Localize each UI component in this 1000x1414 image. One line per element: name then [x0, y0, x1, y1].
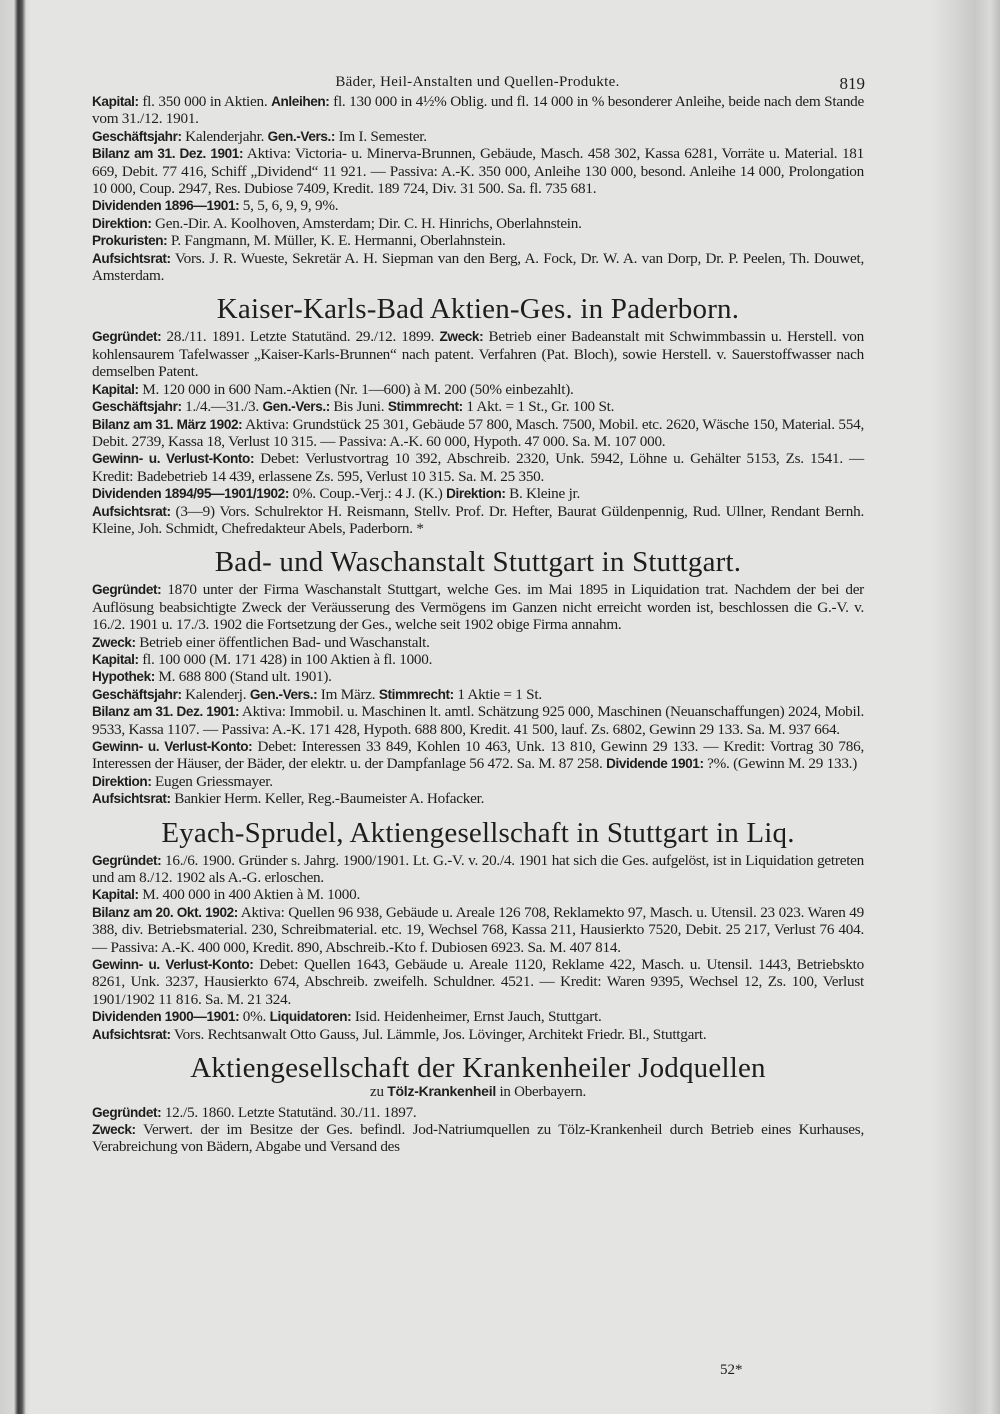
- field-label: Gewinn- u. Verlust-Konto:: [92, 957, 254, 973]
- entry-heading: Bad- und Waschanstalt Stuttgart in Stuttgart.: [214, 546, 742, 579]
- field-label: Dividenden 1894/95—1901/1902:: [92, 486, 289, 502]
- entry-paragraph: [92, 790, 864, 807]
- entry-paragraph: [92, 738, 864, 773]
- subheading-place: Tölz-Krankenheil: [387, 1083, 496, 1100]
- subheading-suffix: in Oberbayern.: [496, 1084, 586, 1101]
- field-label: Kapital:: [92, 94, 139, 109]
- field-label: Hypothek:: [92, 669, 155, 685]
- field-text: 1 Akt. = 1 St., Gr. 100 St.: [462, 398, 615, 416]
- page-body: [92, 93, 864, 1156]
- field-text: Im I. Semester.: [335, 127, 427, 145]
- entry-paragraph: [92, 145, 864, 197]
- field-label: Prokuristen:: [92, 233, 168, 249]
- field-text: Kalenderj.: [181, 685, 250, 703]
- field-text: P. Fangmann, M. Müller, K. E. Hermanni, Oberlahnstein.: [167, 232, 506, 250]
- entry-paragraph: [92, 215, 864, 232]
- field-text: 12./5. 1860. Letzte Statutänd. 30./11. 1897.: [161, 1103, 417, 1121]
- field-text: Aktiva: Victoria- u. Minerva-Brunnen, Gebäude, Masch. 458 302, Kassa 6281, Vorräte u. Material. 181 669, Debit. 77 416, Schiff „Dividend“ 11 921. — Passiva: A.-K. 350 000, Anleihe 130 000, besond. Anleihe 14 000, Prolongation 10 000, Coup. 2947, Res. Dubiose 7409, Kredit. 189 724, Div. 31 500. Sa. fl. 735 681.: [92, 145, 864, 198]
- field-label: Bilanz am 31. März 1902:: [92, 416, 243, 432]
- field-label: Aufsichtsrat:: [92, 503, 171, 519]
- entry-paragraph: [92, 128, 864, 145]
- field-text: Aktiva: Grundstück 25 301, Gebäude 57 800, Masch. 7500, Mobil. etc. 2620, Wäsche 150, Material. 554, Debit. 2739, Kassa 18, Verlust 10 315. — Passiva: A.-K. 60 000, Hypoth. 47 000. Sa. M. 107 000.: [92, 415, 864, 450]
- field-label: Bilanz am 20. Okt. 1902:: [92, 904, 238, 920]
- field-label: Gegründet:: [92, 1104, 162, 1120]
- company-entry: [92, 1051, 864, 1156]
- field-label: Direktion:: [92, 773, 152, 789]
- field-label: Aufsichtsrat:: [92, 250, 171, 266]
- field-label: Gegründet:: [92, 582, 162, 598]
- entry-paragraph: [92, 232, 864, 249]
- field-label: Stimmrecht:: [387, 399, 463, 415]
- field-label: Kapital:: [92, 887, 139, 903]
- field-text: B. Kleine jr.: [505, 485, 581, 503]
- entry-paragraph: [92, 93, 864, 128]
- entry-paragraph: [92, 328, 864, 380]
- field-label: Anleihen:: [271, 94, 330, 109]
- field-label: Liquidatoren:: [269, 1009, 352, 1025]
- field-text: Eugen Griessmayer.: [151, 772, 273, 790]
- company-entry: [92, 816, 864, 1043]
- field-label: Gegründet:: [92, 852, 162, 868]
- field-text: fl. 130 000 in 4½% Oblig. und fl. 14 000 in % besonderer Anleihe, beide nach dem Stande vom 31./12. 1901.: [92, 93, 865, 128]
- field-text: ?%. (Gewinn M. 29 133.): [703, 755, 858, 773]
- field-text: 0%. Coup.-Verj.: 4 J. (K.): [288, 485, 447, 503]
- field-text: 16./6. 1900. Gründer s. Jahrg. 1900/1901. Lt. G.-V. v. 20./4. 1901 hat sich die Ges. aufgelöst, ist in Liquidation getreten und am 8./12. 1902 als A.-G. erloschen.: [92, 851, 864, 887]
- entry-paragraph: [92, 381, 864, 398]
- field-label: Bilanz am 31. Dez. 1901:: [92, 704, 240, 720]
- field-label: Gewinn- u. Verlust-Konto:: [92, 451, 255, 467]
- entry-paragraph: [92, 668, 864, 685]
- field-text: 28./11. 1891. Letzte Statutänd. 29./12. 1899.: [161, 328, 440, 346]
- field-label: Gen.-Vers.:: [249, 686, 318, 702]
- field-label: Zweck:: [92, 1121, 136, 1137]
- entry-paragraph: [92, 886, 864, 903]
- field-label: Dividenden 1896—1901:: [92, 198, 240, 214]
- entry-heading: Eyach-Sprudel, Aktiengesellschaft in Stuttgart in Liq.: [161, 816, 795, 849]
- field-label: Kapital:: [92, 381, 139, 397]
- entry-paragraph: [92, 1104, 864, 1121]
- field-label: Aufsichtsrat:: [92, 791, 171, 807]
- field-text: M. 400 000 in 400 Aktien à M. 1000.: [138, 886, 360, 904]
- entry-paragraph: [92, 250, 864, 285]
- field-label: Dividenden 1900—1901:: [92, 1009, 240, 1025]
- field-label: Geschäftsjahr:: [92, 128, 182, 144]
- entry-paragraph: [92, 703, 864, 738]
- field-text: Betrieb einer Badeanstalt mit Schwimmbassin u. Herstell. von kohlensaurem Tafelwasser „Kaiser-Karls-Brunnen“ nach patent. Verfahren (Pat. Bloch), sowie Herstell. v. Sauerstoffwasser nach demselben Patent.: [92, 328, 864, 381]
- company-entry: [92, 292, 864, 537]
- field-text: 5, 5, 6, 9, 9, 9%.: [239, 197, 339, 215]
- field-label: Geschäftsjahr:: [92, 686, 182, 702]
- entry-paragraph: [92, 904, 864, 956]
- entry-heading: Aktiengesellschaft der Krankenheiler Jodquellen: [190, 1052, 766, 1085]
- entry-heading: Kaiser-Karls-Bad Aktien-Ges. in Paderborn.: [216, 293, 740, 326]
- field-text: M. 688 800 (Stand ult. 1901).: [154, 668, 332, 686]
- field-text: Betrieb einer öffentlichen Bad- und Waschanstalt.: [135, 633, 430, 651]
- entry-paragraph: [92, 634, 864, 651]
- field-text: Kalenderjahr.: [181, 127, 268, 145]
- entry-paragraph: [92, 686, 864, 703]
- field-text: Debet: Interessen 33 849, Kohlen 10 463, Unk. 13 810, Gewinn 29 133. — Kredit: Vortrag 30 786, Interessen der Häuser, der Bäder, der elektr. u. der Dampfanlage 56 472. Sa. M. 87 258.: [92, 738, 864, 773]
- field-text: Debet: Quellen 1643, Gebäude u. Areale 1120, Reklame 422, Masch. u. Utensil. 1443, Betriebskto 8261, Unk. 3237, Hausierkto 674, Abschreib. zweifelh. Schuldner. 4521. — Kredit: Waren 9395, Wechsel 12, Zs. 100, Verlust 1901/1902 11 816. Sa. M. 21 324.: [92, 956, 864, 1008]
- field-text: Bankier Herm. Keller, Reg.-Baumeister A. Hofacker.: [170, 790, 485, 808]
- field-text: Verwert. der im Besitze der Ges. befindl. Jod-Natriumquellen zu Tölz-Krankenheil durch Betrieb eines Kurhauses, Verabreichung von Bädern, Abgabe und Versand des: [92, 1120, 864, 1156]
- field-label: Zweck:: [439, 329, 484, 345]
- entry-paragraph: [92, 450, 864, 485]
- field-label: Bilanz am 31. Dez. 1901:: [92, 146, 244, 162]
- field-text: Aktiva: Immobil. u. Maschinen lt. amtl. Schätzung 925 000, Maschinen (Neuanschaffungen) 2024, Mobil. 9533, Kassa 1107. — Passiva: A.-K. 171 428, Hypoth. 688 800, Kredit. 41 500, lauf. Zs. 6802, Gewinn 29 133. Sa. M. 937 664.: [92, 703, 864, 738]
- field-text: Vors. Rechtsanwalt Otto Gauss, Jul. Lämmle, Jos. Lövinger, Architekt Friedr. Bl., Stuttgart.: [170, 1025, 707, 1043]
- entry-paragraph: [92, 1008, 864, 1025]
- entry-paragraph: [92, 773, 864, 790]
- field-label: Kapital:: [92, 651, 139, 667]
- field-text: (3—9) Vors. Schulrektor H. Reismann, Stellv. Prof. Dr. Hefter, Baurat Güldenpennig, Rud. Ullner, Rendant Bernh. Kleine, Joh. Schmidt, Chefredakteur Abels, Paderborn. *: [92, 502, 864, 537]
- subheading-prefix: zu: [370, 1084, 388, 1101]
- entry-paragraph: [92, 398, 864, 415]
- field-text: fl. 100 000 (M. 171 428) in 100 Aktien à fl. 1000.: [138, 650, 433, 668]
- field-text: 1870 unter der Firma Waschanstalt Stuttgart, welche Ges. im Mai 1895 in Liquidation trat. Nachdem der bei der Auflösung beabsichtigte Zweck der Veräusserung des Vermögens im Ganzen nicht erreicht worden ist, beschlossen die G.-V. v. 16./2. 1901 u. 17./3. 1902 die Fortsetzung der Ges., welche seit 1902 obige Firma annahm.: [92, 581, 864, 634]
- entry-paragraph: [92, 1121, 864, 1156]
- field-label: Geschäftsjahr:: [92, 399, 182, 415]
- field-text: Bis Juni.: [329, 398, 388, 416]
- field-text: Isid. Heidenheimer, Ernst Jauch, Stuttgart.: [351, 1008, 602, 1026]
- field-label: Direktion:: [446, 486, 506, 502]
- field-label: Gen.-Vers.:: [262, 399, 330, 415]
- entry-paragraph: [92, 651, 864, 668]
- entry-paragraph: [92, 416, 864, 451]
- field-label: Aufsichtsrat:: [92, 1026, 171, 1042]
- running-title: Bäder, Heil-Anstalten und Quellen-Produkte.: [335, 74, 620, 90]
- scan-binding-edge: [0, 0, 30, 1414]
- entry-paragraph: [92, 197, 864, 214]
- company-entry: [92, 93, 864, 284]
- field-label: Zweck:: [92, 634, 136, 650]
- entry-paragraph: [92, 852, 864, 887]
- entry-paragraph: [92, 485, 864, 502]
- field-text: Im März.: [317, 685, 379, 703]
- field-label: Stimmrecht:: [378, 686, 454, 702]
- field-text: 0%.: [239, 1008, 270, 1026]
- company-entry: [92, 545, 864, 807]
- entry-paragraph: [92, 503, 864, 538]
- field-text: Gen.-Dir. A. Koolhoven, Amsterdam; Dir. C. H. Hinrichs, Oberlahnstein.: [151, 214, 582, 232]
- field-label: Gen.-Vers.:: [267, 128, 336, 144]
- field-text: M. 120 000 in 600 Nam.-Aktien (Nr. 1—600) à M. 200 (50% einbezahlt).: [138, 380, 574, 398]
- sheet-signature: 52*: [720, 1362, 743, 1378]
- field-label: Direktion:: [92, 215, 152, 231]
- field-text: 1./4.—31./3.: [181, 398, 263, 416]
- scan-page-edge: [930, 0, 1000, 1414]
- field-label: Dividende 1901:: [606, 756, 704, 772]
- field-label: Gewinn- u. Verlust-Konto:: [92, 739, 253, 754]
- field-label: Gegründet:: [92, 329, 162, 345]
- entry-paragraph: [92, 956, 864, 1008]
- entry-paragraph: [92, 1026, 864, 1043]
- field-text: Aktiva: Quellen 96 938, Gebäude u. Areale 126 708, Reklamekto 97, Masch. u. Utensil. 23 023. Waren 49 388, div. Betriebsmaterial. 230, Schreibmaterial. etc. 19, Wechsel 768, Kassa 211, Hausierkto 7520, Debit. 25 217, Verlust 76 404. — Passiva: A.-K. 400 000, Kredit. 890, Abschreib.-Kto f. Dubiosen 6923. Sa. M. 407 814.: [92, 903, 864, 956]
- field-text: fl. 350 000 in Aktien.: [138, 93, 272, 110]
- page-number: 819: [839, 74, 865, 93]
- entry-subheading: [92, 1083, 864, 1101]
- entry-paragraph: [92, 581, 864, 633]
- field-text: 1 Aktie = 1 St.: [453, 685, 542, 703]
- field-text: Vors. J. R. Wueste, Sekretär A. H. Siepman van den Berg, A. Fock, Dr. W. A. van Dorp, Dr. P. Peelen, Th. Douwet, Amsterdam.: [92, 249, 864, 285]
- field-text: Debet: Verlustvortrag 10 392, Abschreib. 2320, Unk. 5942, Löhne u. Gehälter 5153, Zs. 1541. — Kredit: Badebetrieb 14 439, erlassene Zs. 595, Verlust 10 315. Sa. M. 25 350.: [92, 450, 864, 485]
